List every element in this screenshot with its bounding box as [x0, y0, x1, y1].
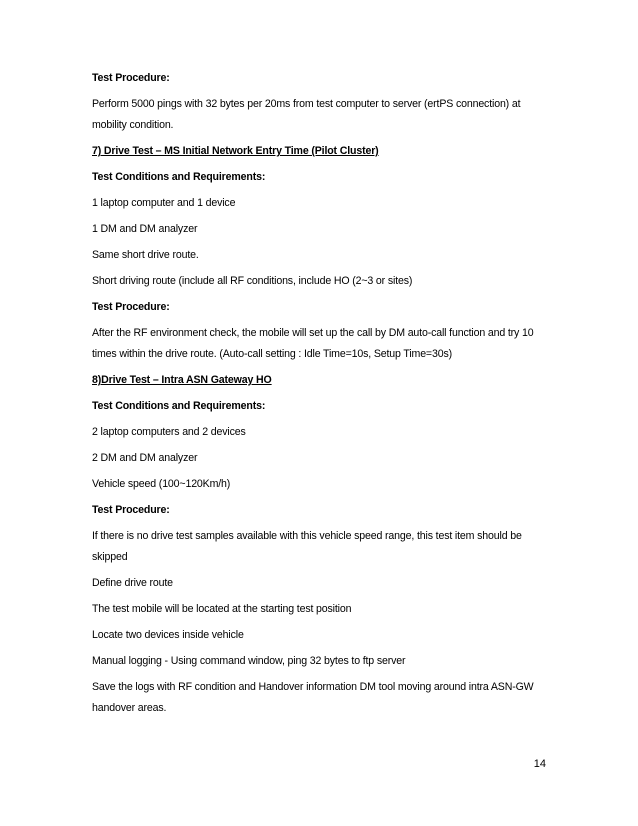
- paragraph-short-drive-route: Same short drive route.: [92, 249, 199, 261]
- paragraph-skip-condition: If there is no drive test samples available with this vehicle speed range, this test item should be skipped: [92, 530, 522, 563]
- paragraph-ping-procedure: Perform 5000 pings with 32 bytes per 20ms from test computer to server (ertPS connection) at mobility condition.: [92, 98, 521, 131]
- section-heading-7: 7) Drive Test – MS Initial Network Entry Time (Pilot Cluster): [92, 145, 379, 157]
- paragraph-dm-analyzer: 2 DM and DM analyzer: [92, 452, 198, 464]
- page-number: 14: [533, 758, 546, 770]
- paragraph-define-route: Define drive route: [92, 577, 173, 589]
- heading-test-conditions: Test Conditions and Requirements:: [92, 171, 266, 183]
- paragraph-short-driving-route: Short driving route (include all RF conditions, include HO (2~3 or sites): [92, 275, 413, 287]
- paragraph-laptops-devices: 2 laptop computers and 2 devices: [92, 426, 246, 438]
- heading-test-conditions: Test Conditions and Requirements:: [92, 400, 266, 412]
- paragraph-starting-position: The test mobile will be located at the starting test position: [92, 603, 352, 615]
- paragraph-dm-analyzer: 1 DM and DM analyzer: [92, 223, 198, 235]
- heading-test-procedure: Test Procedure:: [92, 504, 170, 516]
- paragraph-manual-logging: Manual logging - Using command window, ping 32 bytes to ftp server: [92, 655, 406, 667]
- paragraph-auto-call: After the RF environment check, the mobile will set up the call by DM auto-call function and try 10 times within the drive route. (Auto-call setting : Idle Time=10s, Setup Time=30s): [92, 327, 534, 360]
- paragraph-vehicle-speed: Vehicle speed (100~120Km/h): [92, 478, 231, 490]
- paragraph-locate-devices: Locate two devices inside vehicle: [92, 629, 244, 641]
- heading-test-procedure: Test Procedure:: [92, 301, 170, 313]
- section-heading-8: 8)Drive Test – Intra ASN Gateway HO: [92, 374, 272, 386]
- paragraph-save-logs: Save the logs with RF condition and Handover information DM tool moving around intra ASN-GW handover areas.: [92, 681, 534, 714]
- document-body: [92, 68, 552, 724]
- heading-test-procedure: Test Procedure:: [92, 72, 170, 84]
- paragraph-laptop-device: 1 laptop computer and 1 device: [92, 197, 236, 209]
